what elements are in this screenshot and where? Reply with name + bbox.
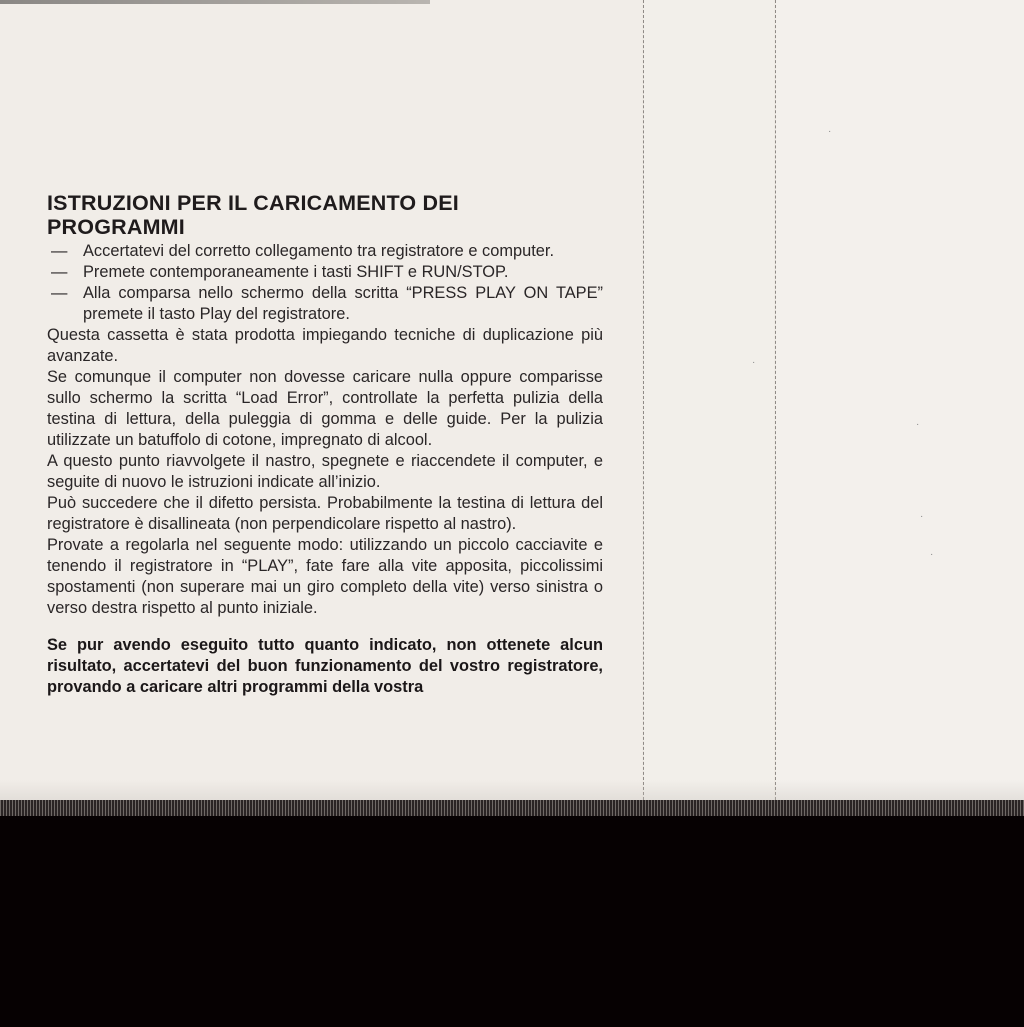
dash-marker: — — [51, 242, 68, 260]
list-item — [47, 262, 603, 283]
scan-edge-shadow — [0, 0, 430, 4]
page-title: ISTRUZIONI PER IL CARICAMENTO DEI PROGRAMMI — [47, 191, 459, 239]
fold-line — [775, 0, 776, 800]
paragraph: Questa cassetta è stata prodotta impiegando tecniche di duplicazione più avanzate. — [47, 326, 603, 365]
paper-speck: · — [930, 549, 934, 560]
scan-edge-strip — [0, 800, 1024, 816]
list-item-text: Alla comparsa nello schermo della scritta “PRESS PLAY ON TAPE” premete il tasto Play del registratore. — [83, 284, 603, 323]
scan-edge-fade — [0, 780, 1024, 800]
list-item-text: Premete contemporaneamente i tasti SHIFT e RUN/STOP. — [83, 263, 509, 281]
bold-note: Se pur avendo eseguito tutto quanto indicato, non ottenete alcun risultato, accertatevi del buon funzionamento del vostro registratore, provando a caricare altri programmi della vostra — [47, 636, 603, 696]
leaflet-panel-middle — [644, 0, 774, 800]
list-item-text: Accertatevi del corretto collegamento tra registratore e computer. — [83, 242, 554, 260]
leaflet-panel-right — [776, 0, 1024, 800]
list-item — [47, 283, 603, 325]
dash-marker: — — [51, 263, 68, 281]
fold-line — [643, 0, 644, 800]
paper-speck: · — [752, 357, 756, 368]
paragraph: Se comunque il computer non dovesse caricare nulla oppure comparisse sullo schermo la scritta “Load Error”, controllate la perfetta pulizia della testina di lettura, della puleggia di gomma e delle guide. Per la pulizia utilizzate un batuffolo di cotone, impregnato di alcool. — [47, 368, 603, 449]
paper-speck: · — [916, 419, 920, 430]
paper-speck: · — [920, 511, 924, 522]
instructions-content — [47, 191, 603, 698]
paragraph: Provate a regolarla nel seguente modo: utilizzando un piccolo cacciavite e tenendo il registratore in “PLAY”, fate fare alla vite apposita, piccolissimi spostamenti (non superare mai un giro completo della vite) verso sinistra o verso destra rispetto al punto iniziale. — [47, 536, 603, 617]
list-item — [47, 241, 603, 262]
checklist — [47, 241, 603, 325]
paragraph: A questo punto riavvolgete il nastro, spegnete e riaccendete il computer, e seguite di nuovo le istruzioni indicate all’inizio. — [47, 452, 603, 491]
paper-speck: · — [828, 126, 832, 137]
scanner-background — [0, 816, 1024, 1027]
dash-marker: — — [51, 284, 68, 302]
paragraph: Può succedere che il difetto persista. Probabilmente la testina di lettura del registratore è disallineata (non perpendicolare rispetto al nastro). — [47, 494, 603, 533]
